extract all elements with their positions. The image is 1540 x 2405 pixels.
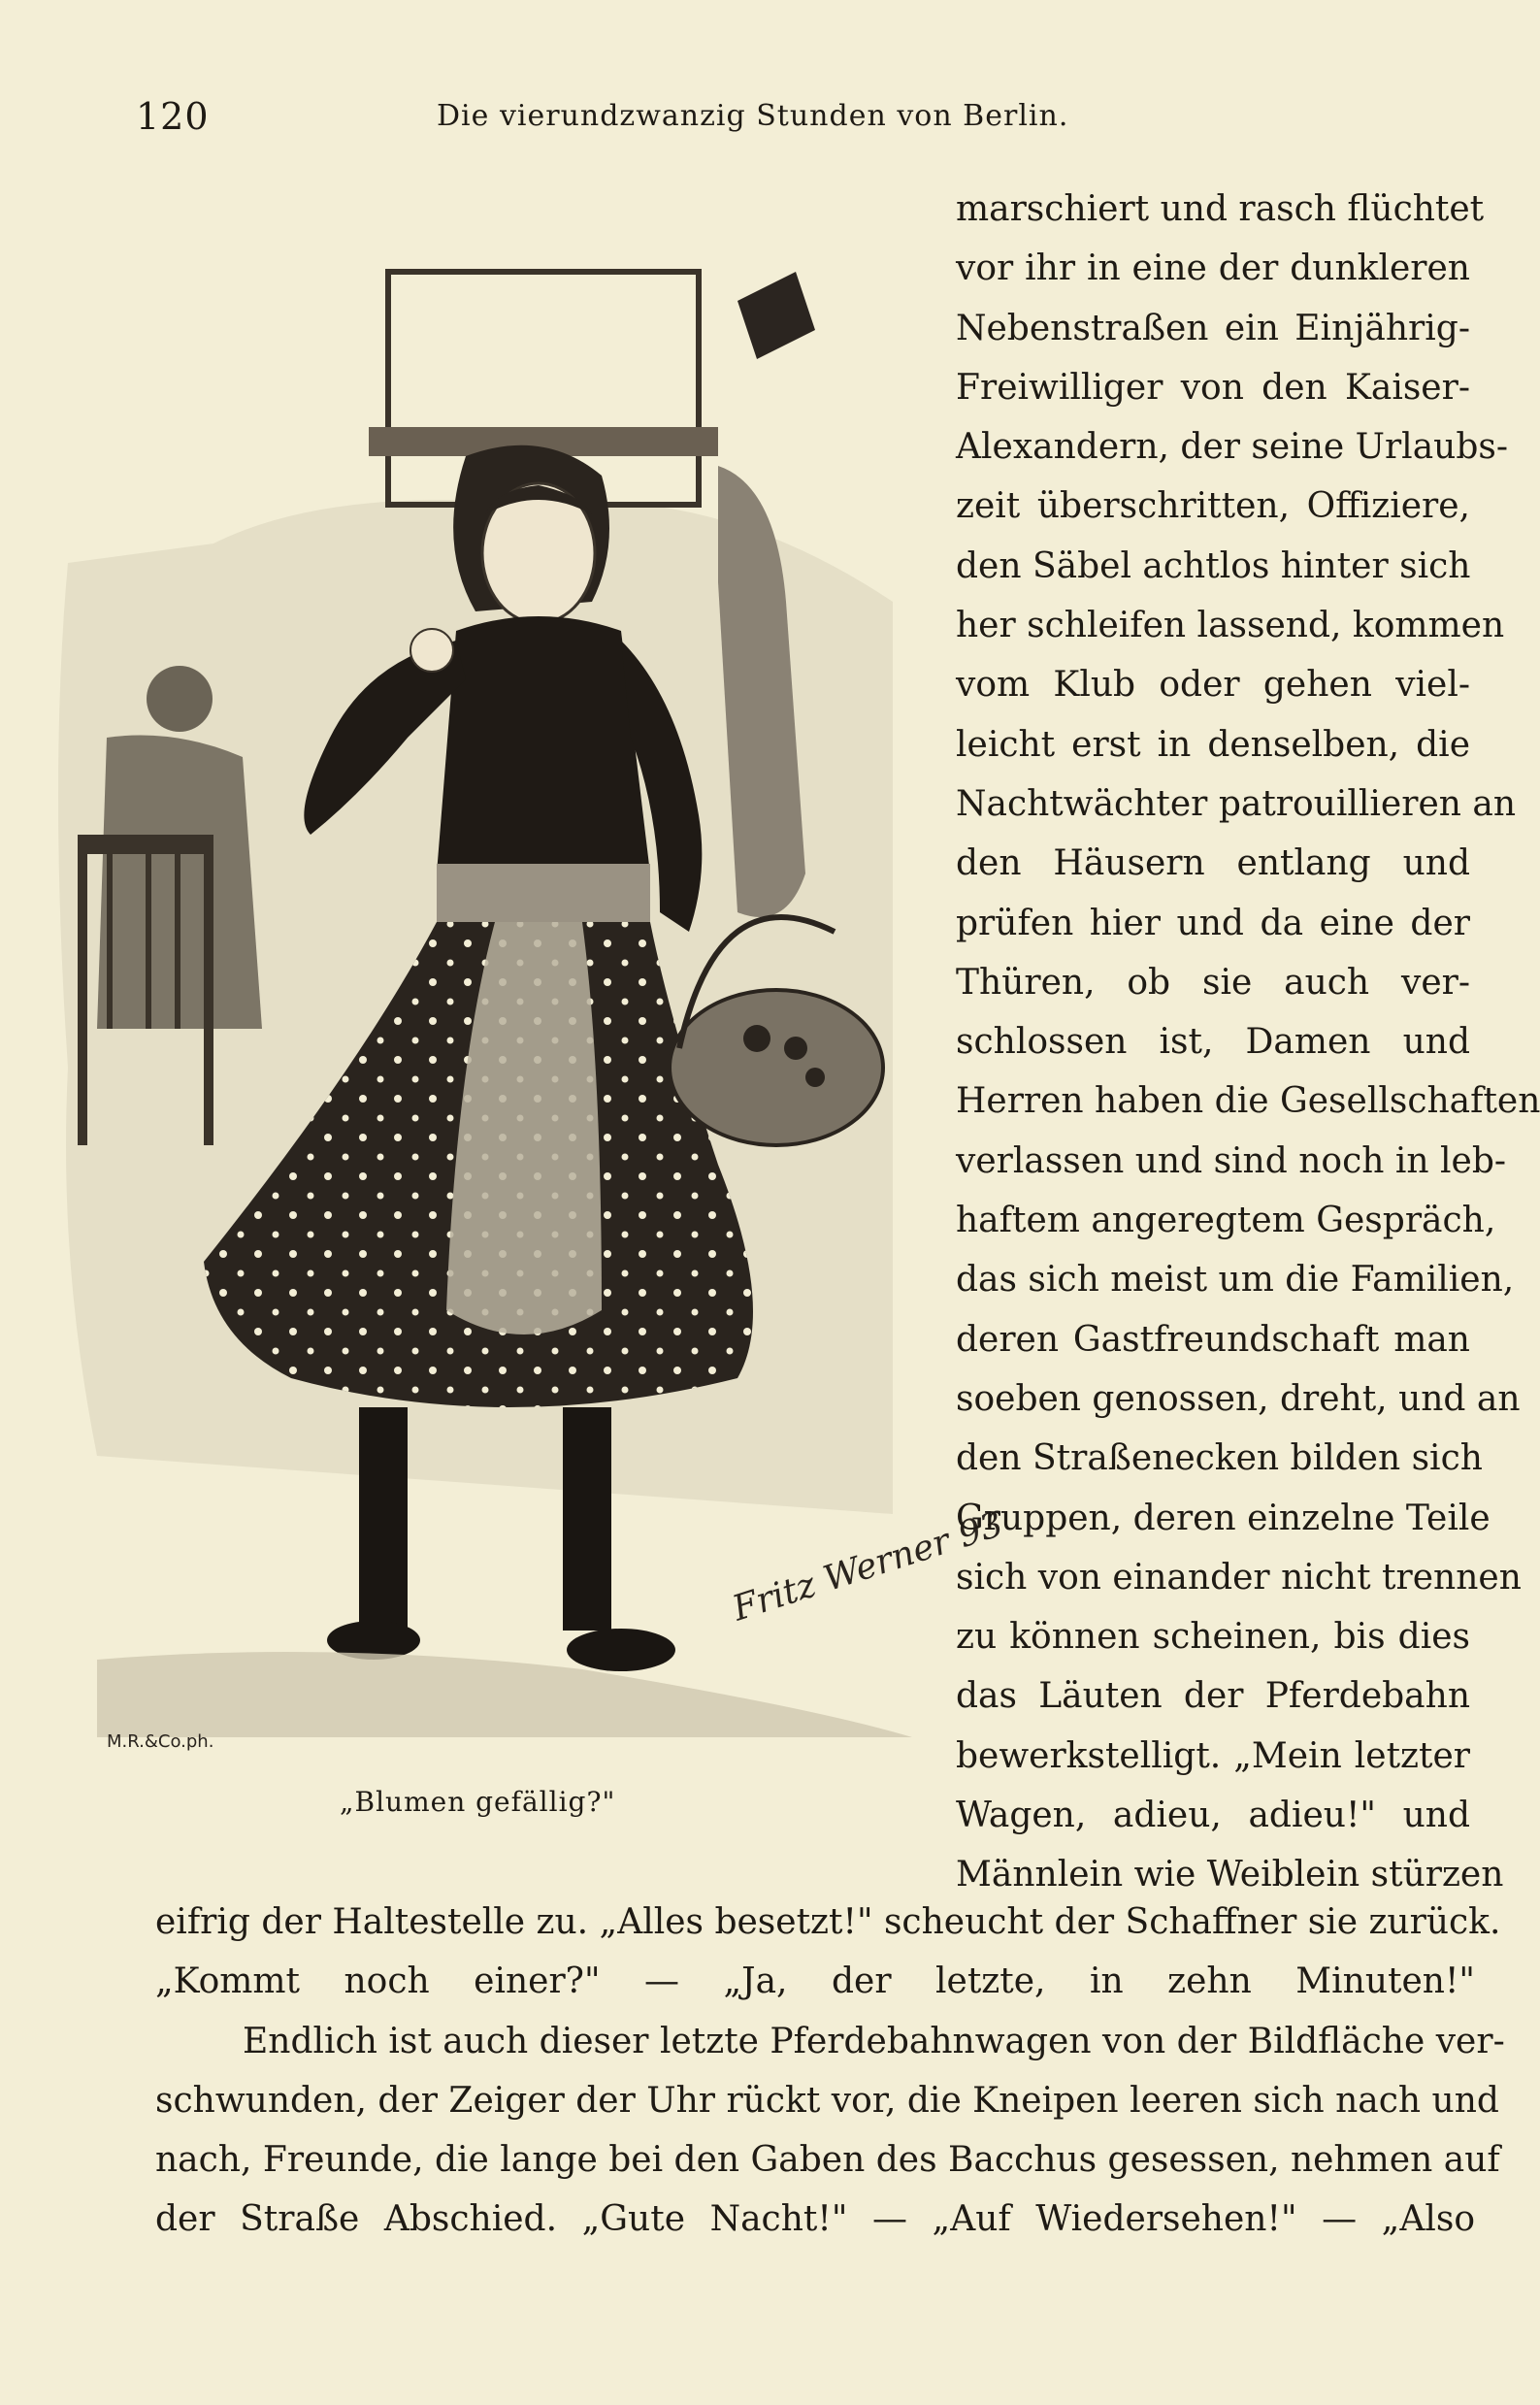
engraver-mark: M.R.&Co.ph. <box>107 1731 214 1752</box>
text-line: vom Klub oder gehen viel- <box>956 665 1470 706</box>
text-line: Endlich ist auch dieser letzte Pferdebahnwagen von der Bildfläche ver- <box>243 2021 1505 2061</box>
text-line: den Häusern entlang und <box>956 843 1470 884</box>
text-line: Alexandern, der seine Urlaubs- <box>956 427 1509 468</box>
text-line: verlassen und sind noch in leb- <box>956 1140 1507 1181</box>
text-line: eifrig der Haltestelle zu. „Alles besetzt!" scheucht der Schaffner sie zurück. <box>155 1902 1501 1942</box>
text-line: Thüren, ob sie auch ver- <box>956 962 1470 1003</box>
page-header <box>136 95 1494 153</box>
text-line: Wagen, adieu, adieu!" und <box>956 1796 1470 1836</box>
text-line: marschiert und rasch flüchtet <box>956 189 1485 229</box>
text-line: Gruppen, deren einzelne Teile <box>956 1498 1491 1538</box>
text-line: schwunden, der Zeiger der Uhr rückt vor, die Kneipen leeren sich nach und <box>155 2080 1499 2121</box>
text-line: haftem angeregtem Gespräch, <box>956 1201 1496 1241</box>
text-line: den Straßenecken bilden sich <box>956 1438 1483 1479</box>
text-line: das Läuten der Pferdebahn <box>956 1676 1470 1717</box>
page-number: 120 <box>136 95 210 138</box>
text-line: deren Gastfreundschaft man <box>956 1319 1470 1360</box>
running-title: Die vierundzwanzig Stunden von Berlin. <box>437 99 1069 133</box>
text-line: Herren haben die Gesellschaften <box>956 1081 1540 1122</box>
text-line: Männlein wie Weiblein stürzen <box>956 1855 1504 1895</box>
text-line: der Straße Abschied. „Gute Nacht!" — „Auf Wiedersehen!" — „Also <box>155 2199 1475 2240</box>
text-line: schlossen ist, Damen und <box>956 1022 1470 1063</box>
text-line: vor ihr in eine der dunkleren <box>956 248 1470 289</box>
text-line: „Kommt noch einer?" — „Ja, der letzte, in zehn Minuten!" <box>155 1961 1475 2002</box>
text-full-width <box>155 1893 1505 2250</box>
text-column-right <box>956 180 1540 1905</box>
text-line: bewerkstelligt. „Mein letzter <box>956 1735 1470 1776</box>
text-line: Nachtwächter patrouillieren an <box>956 783 1517 824</box>
text-line: her schleifen lassend, kommen <box>956 606 1505 646</box>
flower-girl-illustration <box>39 194 1008 1776</box>
illustration-caption: „Blumen gefällig?" <box>340 1786 616 1818</box>
text-line: das sich meist um die Familien, <box>956 1260 1515 1301</box>
text-line: den Säbel achtlos hinter sich <box>956 545 1471 586</box>
text-line: soeben genossen, dreht, und an <box>956 1378 1521 1419</box>
text-line: Nebenstraßen ein Einjährig- <box>956 308 1470 348</box>
text-line: sich von einander nicht trennen <box>956 1557 1522 1598</box>
text-line: zeit überschritten, Offiziere, <box>956 486 1470 527</box>
illustration-drawing <box>39 194 1008 1776</box>
text-line: leicht erst in denselben, die <box>956 724 1470 765</box>
text-line: nach, Freunde, die lange bei den Gaben des Bacchus gesessen, nehmen auf <box>155 2140 1500 2181</box>
text-line: prüfen hier und da eine der <box>956 903 1470 943</box>
artist-signature: Fritz Werner 93 <box>728 1503 1008 1630</box>
text-line: zu können scheinen, bis dies <box>956 1617 1470 1658</box>
text-line: Freiwilliger von den Kaiser- <box>956 367 1470 408</box>
